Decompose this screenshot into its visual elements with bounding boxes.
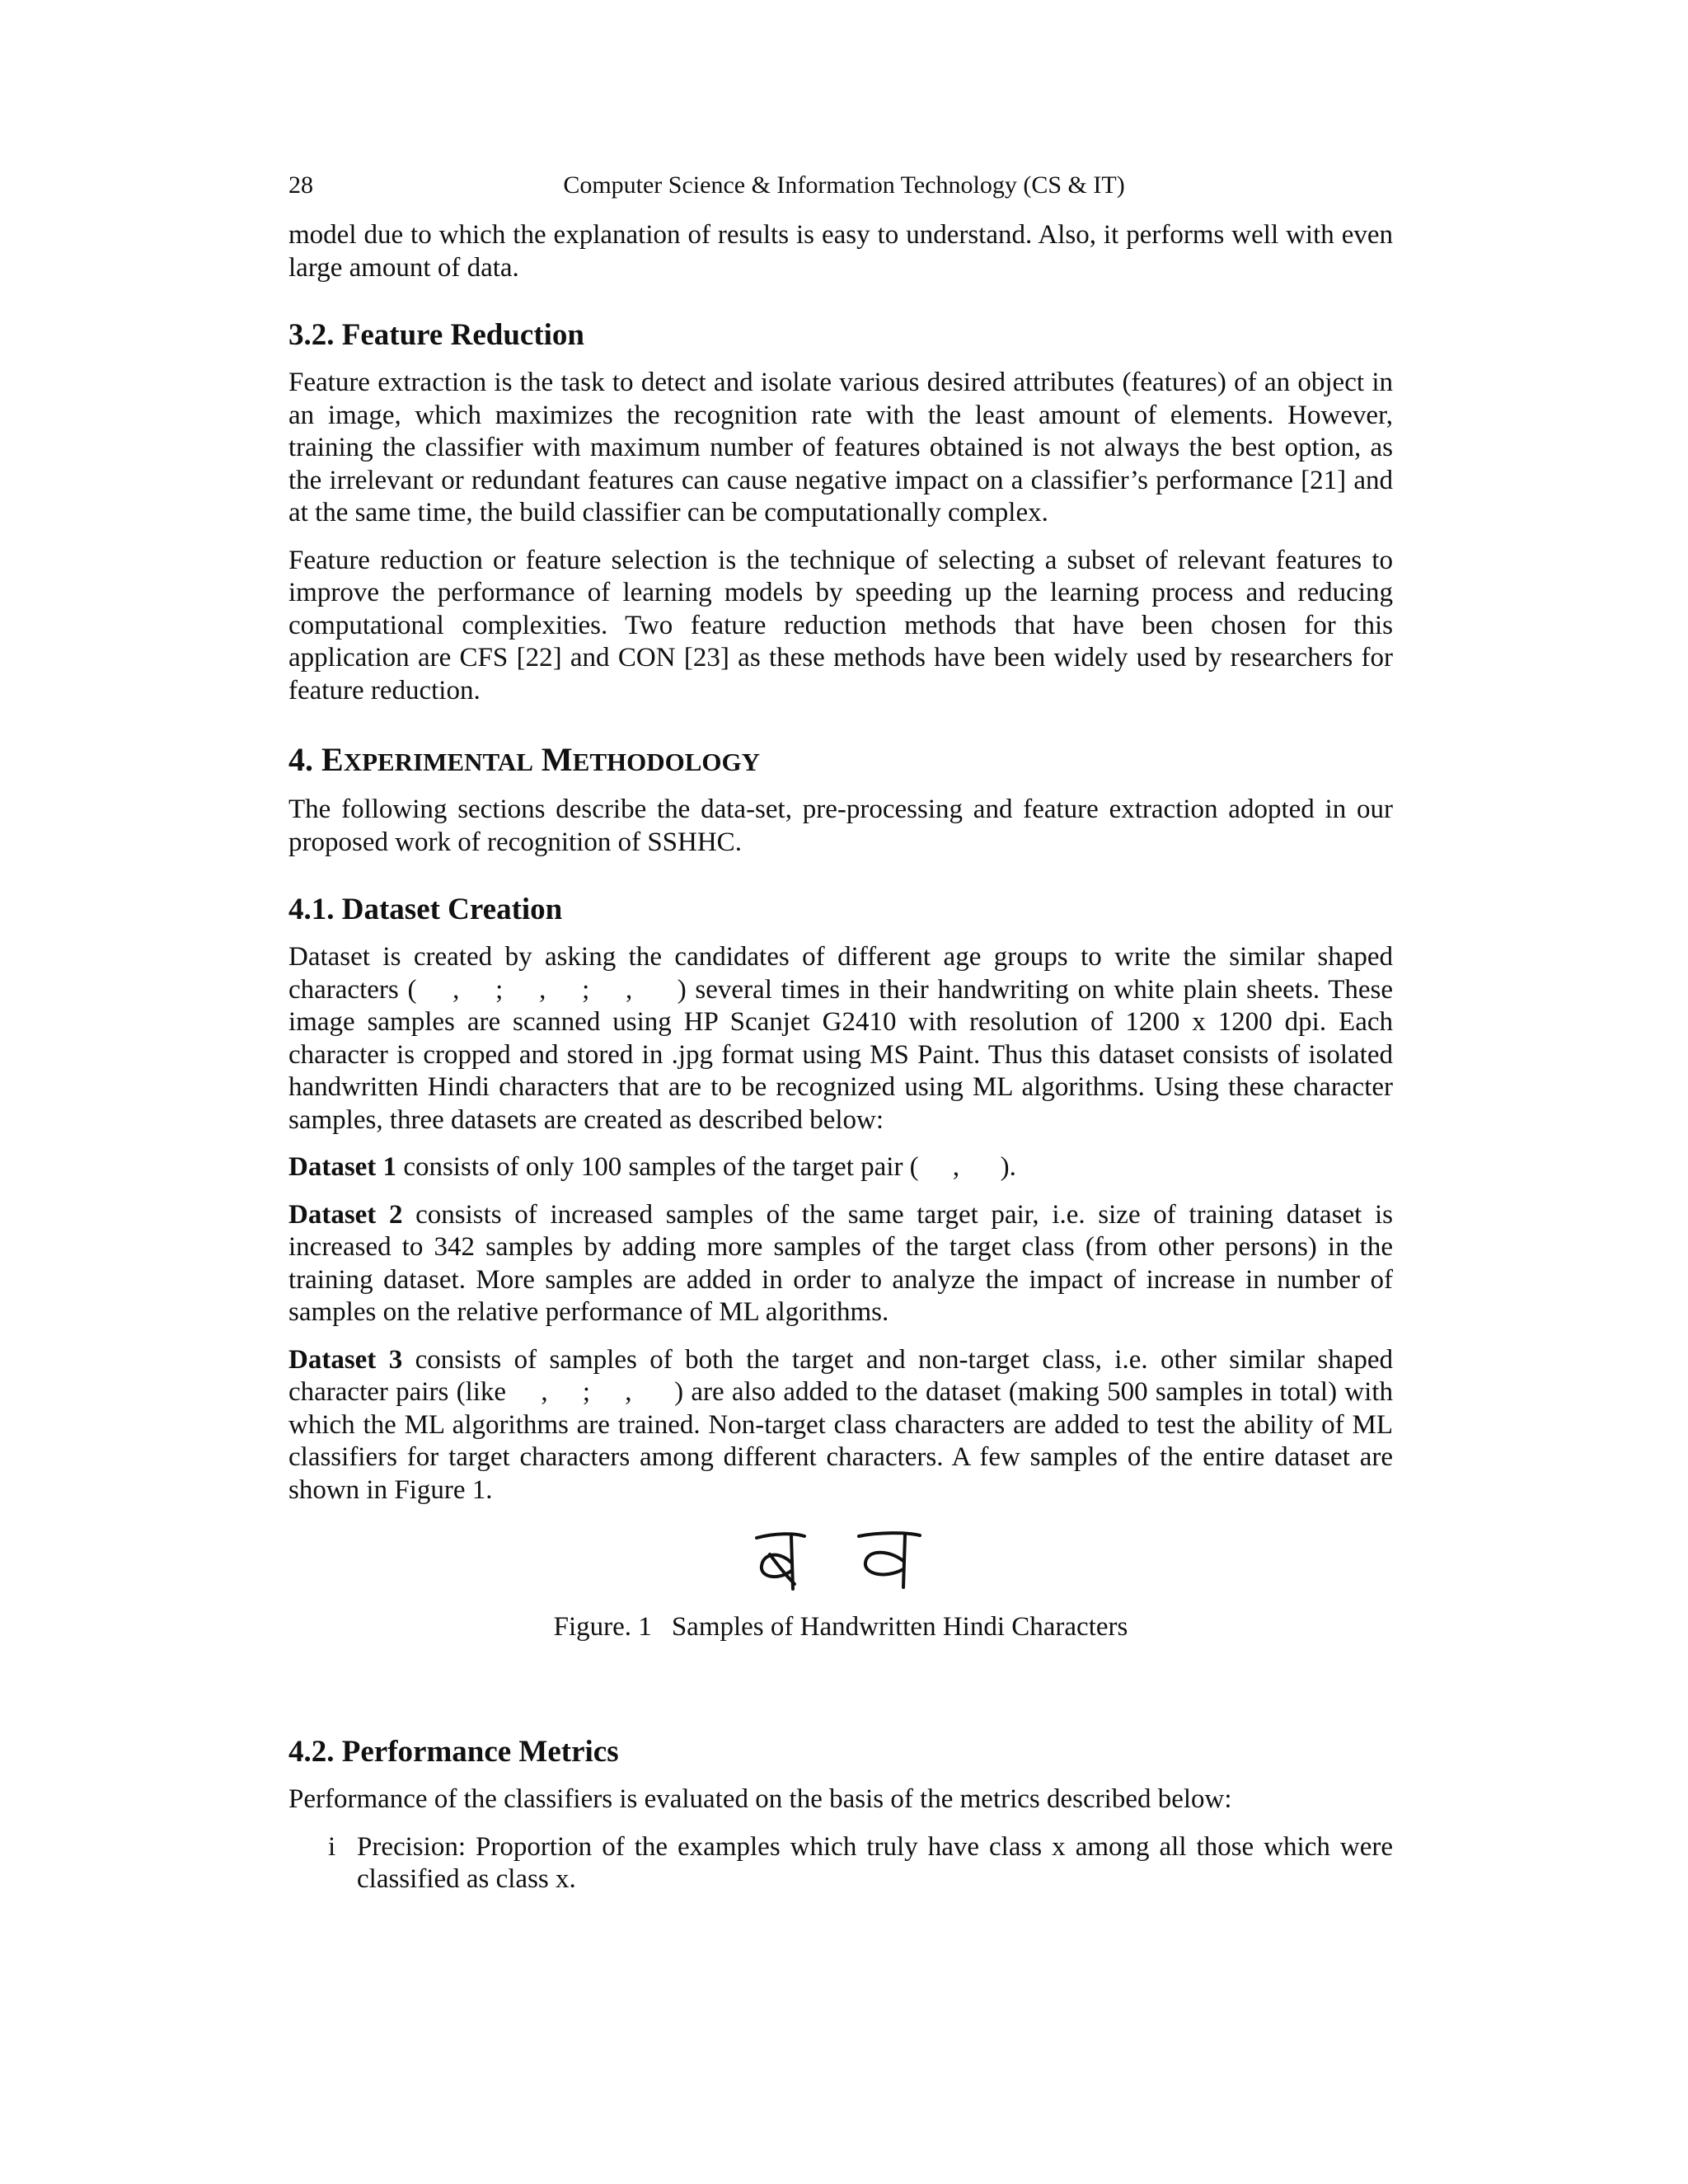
paragraph-dataset-creation: Dataset is created by asking the candidates of different age groups to write the similar shaped characters ( , ; , ; , ) several times in their handwriting on white plain sheets. These image samples are scanned using HP Scanjet G2410 with resolution of 1200 x 1200 dpi. Each character is cropped and stored in .jpg format using MS Paint. Thus this dataset consists of isolated handwritten Hindi characters that are to be recognized using ML algorithms. Using these character samples, three datasets are created as described below: <box>288 942 1393 1135</box>
figure-1-label: Figure. 1 <box>553 1612 652 1642</box>
list-item-text: Precision: Proportion of the examples which truly have class x among all those which were classified as class x. <box>357 1831 1393 1894</box>
paragraph-performance-metrics: Performance of the classifiers is evaluated on the basis of the metrics described below: <box>288 1784 1232 1814</box>
section-heading-4 <box>288 740 1393 782</box>
dataset-2-text: consists of increased samples of the same target pair, i.e. size of training dataset is increased to 342 samples by adding more samples of the target class (from other persons) in the training dataset. More samples are added in order to analyze the impact of increase in number of samples on the relative performance of ML algorithms. <box>288 1199 1393 1327</box>
paragraph-feature-reduction: Feature reduction or feature selection is the technique of selecting a subset of relevant features to improve the performance of learning models by speeding up the learning process and reducing computational complexities. Two feature reduction methods that have been chosen for this application are CFS [22] and CON [23] as these methods have been widely used by researchers for feature reduction. <box>288 545 1393 705</box>
list-item-precision <box>288 1831 1393 1896</box>
heading-rest-experimental: XPERIMENTAL <box>343 748 533 776</box>
heading-initial-m: M <box>541 741 573 778</box>
text-column <box>288 219 1393 1896</box>
dataset-1-text: consists of only 100 samples of the target pair ( , ). <box>396 1152 1016 1182</box>
paragraph-dataset-3 <box>288 1344 1393 1507</box>
paragraph-feature-extraction: Feature extraction is the task to detect and isolate various desired attributes (features) of an object in an image, which maximizes the recognition rate with the least amount of elements. However, training the classifier with maximum number of features obtained is not always the best option, as the irrelevant or redundant features can cause negative impact on a classifier’s performance [21] and at the same time, the build classifier can be computationally complex. <box>288 368 1393 527</box>
page-number: 28 <box>288 171 313 199</box>
section-heading-3-2: 3.2. Feature Reduction <box>288 318 584 352</box>
figure-1 <box>288 1530 1393 1643</box>
intro-paragraph: model due to which the explanation of results is easy to understand. Also, it performs well with even large amount of data. <box>288 220 1393 283</box>
dataset-2-label: Dataset 2 <box>288 1199 403 1230</box>
section-heading-4-2: 4.2. Performance Metrics <box>288 1735 619 1769</box>
paragraph-dataset-1 <box>288 1151 1393 1184</box>
paragraph-methodology-intro: The following sections describe the data-set, pre-processing and feature extraction adopted in our proposed work of recognition of SSHHC. <box>288 794 1393 857</box>
section-heading-4-1: 4.1. Dataset Creation <box>288 893 563 926</box>
list-marker: i <box>328 1831 336 1862</box>
figure-1-caption-text: Samples of Handwritten Hindi Characters <box>671 1612 1128 1642</box>
heading-rest-methodology: ETHODOLOGY <box>572 748 761 776</box>
handwritten-characters-image <box>750 1530 931 1596</box>
paragraph-dataset-2 <box>288 1199 1393 1329</box>
dataset-1-label: Dataset 1 <box>288 1152 397 1182</box>
figure-1-caption <box>288 1610 1393 1643</box>
dataset-3-label: Dataset 3 <box>288 1344 403 1375</box>
spacer <box>288 1643 1393 1701</box>
running-title: Computer Science & Information Technology (CS & IT) <box>563 171 1125 199</box>
heading-initial-e: E <box>321 741 344 778</box>
dataset-3-text: consists of samples of both the target and non-target class, i.e. other similar shaped character pairs (like , ; , ) are also added to the dataset (making 500 samples in total) with which the ML algorithms are trained. Non-target class characters are added to test the ability of ML classifiers for target characters among different characters. A few samples of the entire dataset are shown in Figure 1. <box>288 1344 1393 1505</box>
section-number: 4. <box>288 741 321 778</box>
